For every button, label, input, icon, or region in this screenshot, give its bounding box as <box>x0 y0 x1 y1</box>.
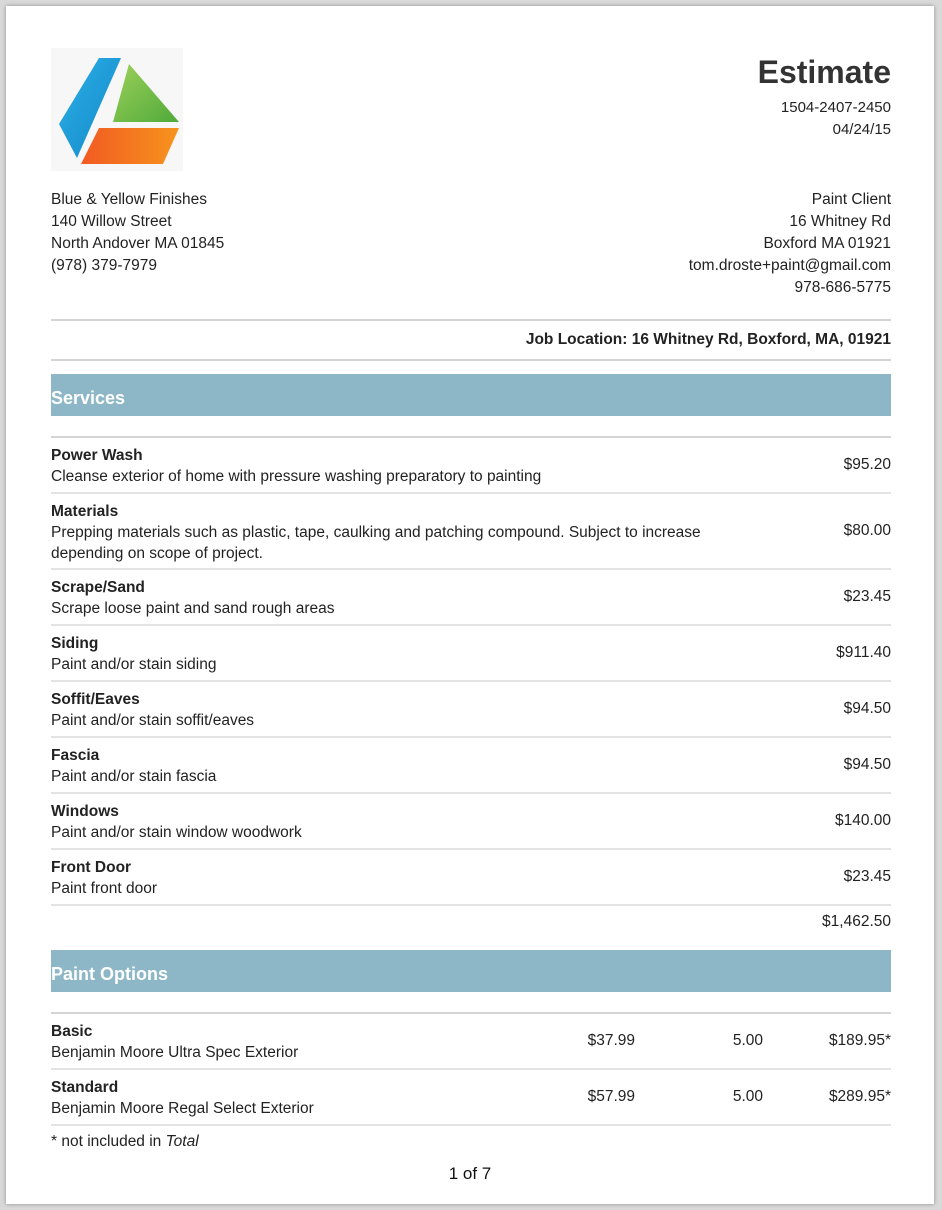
client-street: 16 Whitney Rd <box>789 213 891 230</box>
paint-option-description: Benjamin Moore Regal Select Exterior <box>51 1100 314 1117</box>
paint-option-name: Basic <box>51 1023 93 1040</box>
paint-option-description: Benjamin Moore Ultra Spec Exterior <box>51 1044 299 1061</box>
service-price: $94.50 <box>843 700 891 717</box>
footnote-text: * not included in <box>51 1133 166 1150</box>
client-name: Paint Client <box>811 191 891 208</box>
paint-option-quantity: 5.00 <box>732 1088 763 1105</box>
service-description: Prepping materials such as plastic, tape, caulking and patching compound. Subject to increase depending on scope of project. <box>51 524 701 562</box>
services-header: Services <box>51 374 891 416</box>
service-name: Soffit/Eaves <box>51 691 140 708</box>
paint-option-amount: $289.95* <box>828 1088 891 1105</box>
service-description: Paint front door <box>51 880 157 897</box>
paint-option-name: Standard <box>51 1079 119 1096</box>
service-row <box>51 738 891 794</box>
service-price: $911.40 <box>836 644 891 661</box>
page-number: 1 of 7 <box>448 1164 492 1183</box>
service-price: $94.50 <box>843 756 891 773</box>
company-address <box>51 189 224 277</box>
client-phone: 978-686-5775 <box>794 279 891 296</box>
paint-option-row <box>51 1070 891 1126</box>
service-description: Cleanse exterior of home with pressure washing preparatory to painting <box>51 468 542 485</box>
service-name: Windows <box>51 803 119 820</box>
paint-option-unit-price: $57.99 <box>587 1088 635 1105</box>
client-address <box>689 189 891 299</box>
company-logo <box>51 48 183 171</box>
paint-option-row <box>51 1014 891 1070</box>
document-page <box>6 6 934 1204</box>
service-description: Scrape loose paint and sand rough areas <box>51 600 335 617</box>
service-row <box>51 682 891 738</box>
service-row <box>51 626 891 682</box>
divider <box>51 319 891 321</box>
estimate-meta <box>781 97 891 141</box>
service-description: Paint and/or stain window woodwork <box>51 824 302 841</box>
service-price: $95.20 <box>843 456 891 473</box>
service-row <box>51 794 891 850</box>
document-title: Estimate <box>757 54 891 90</box>
service-description: Paint and/or stain siding <box>51 656 217 673</box>
job-location: Job Location: 16 Whitney Rd, Boxford, MA, 01921 <box>525 331 891 348</box>
service-name: Materials <box>51 503 119 520</box>
paint-option-quantity: 5.00 <box>732 1032 763 1049</box>
company-city: North Andover MA 01845 <box>51 235 225 252</box>
company-name: Blue & Yellow Finishes <box>51 191 207 208</box>
client-email: tom.droste+paint@gmail.com <box>688 257 891 274</box>
paint-option-unit-price: $37.99 <box>587 1032 635 1049</box>
service-price: $23.45 <box>843 868 891 885</box>
company-phone: (978) 379-7979 <box>51 257 157 274</box>
service-row <box>51 494 891 570</box>
service-price: $140.00 <box>834 812 891 829</box>
company-street: 140 Willow Street <box>51 213 172 230</box>
footnote-emphasis: Total <box>165 1133 199 1150</box>
service-name: Front Door <box>51 859 132 876</box>
triangle-logo-icon <box>51 48 183 171</box>
divider <box>51 359 891 361</box>
services-total: $1,462.50 <box>822 913 891 930</box>
service-name: Scrape/Sand <box>51 579 145 596</box>
service-price: $23.45 <box>843 588 891 605</box>
service-name: Fascia <box>51 747 100 764</box>
service-name: Siding <box>51 635 99 652</box>
paint-option-amount: $189.95* <box>828 1032 891 1049</box>
service-row <box>51 570 891 626</box>
service-description: Paint and/or stain fascia <box>51 768 217 785</box>
service-description: Paint and/or stain soffit/eaves <box>51 712 255 729</box>
estimate-date: 04/24/15 <box>832 121 891 138</box>
footnote <box>51 1133 199 1151</box>
service-row <box>51 438 891 494</box>
estimate-number: 1504-2407-2450 <box>780 99 891 116</box>
service-price: $80.00 <box>843 522 891 539</box>
client-city: Boxford MA 01921 <box>763 235 891 252</box>
service-row <box>51 850 891 906</box>
paint-options-header: Paint Options <box>51 950 891 992</box>
service-name: Power Wash <box>51 447 143 464</box>
